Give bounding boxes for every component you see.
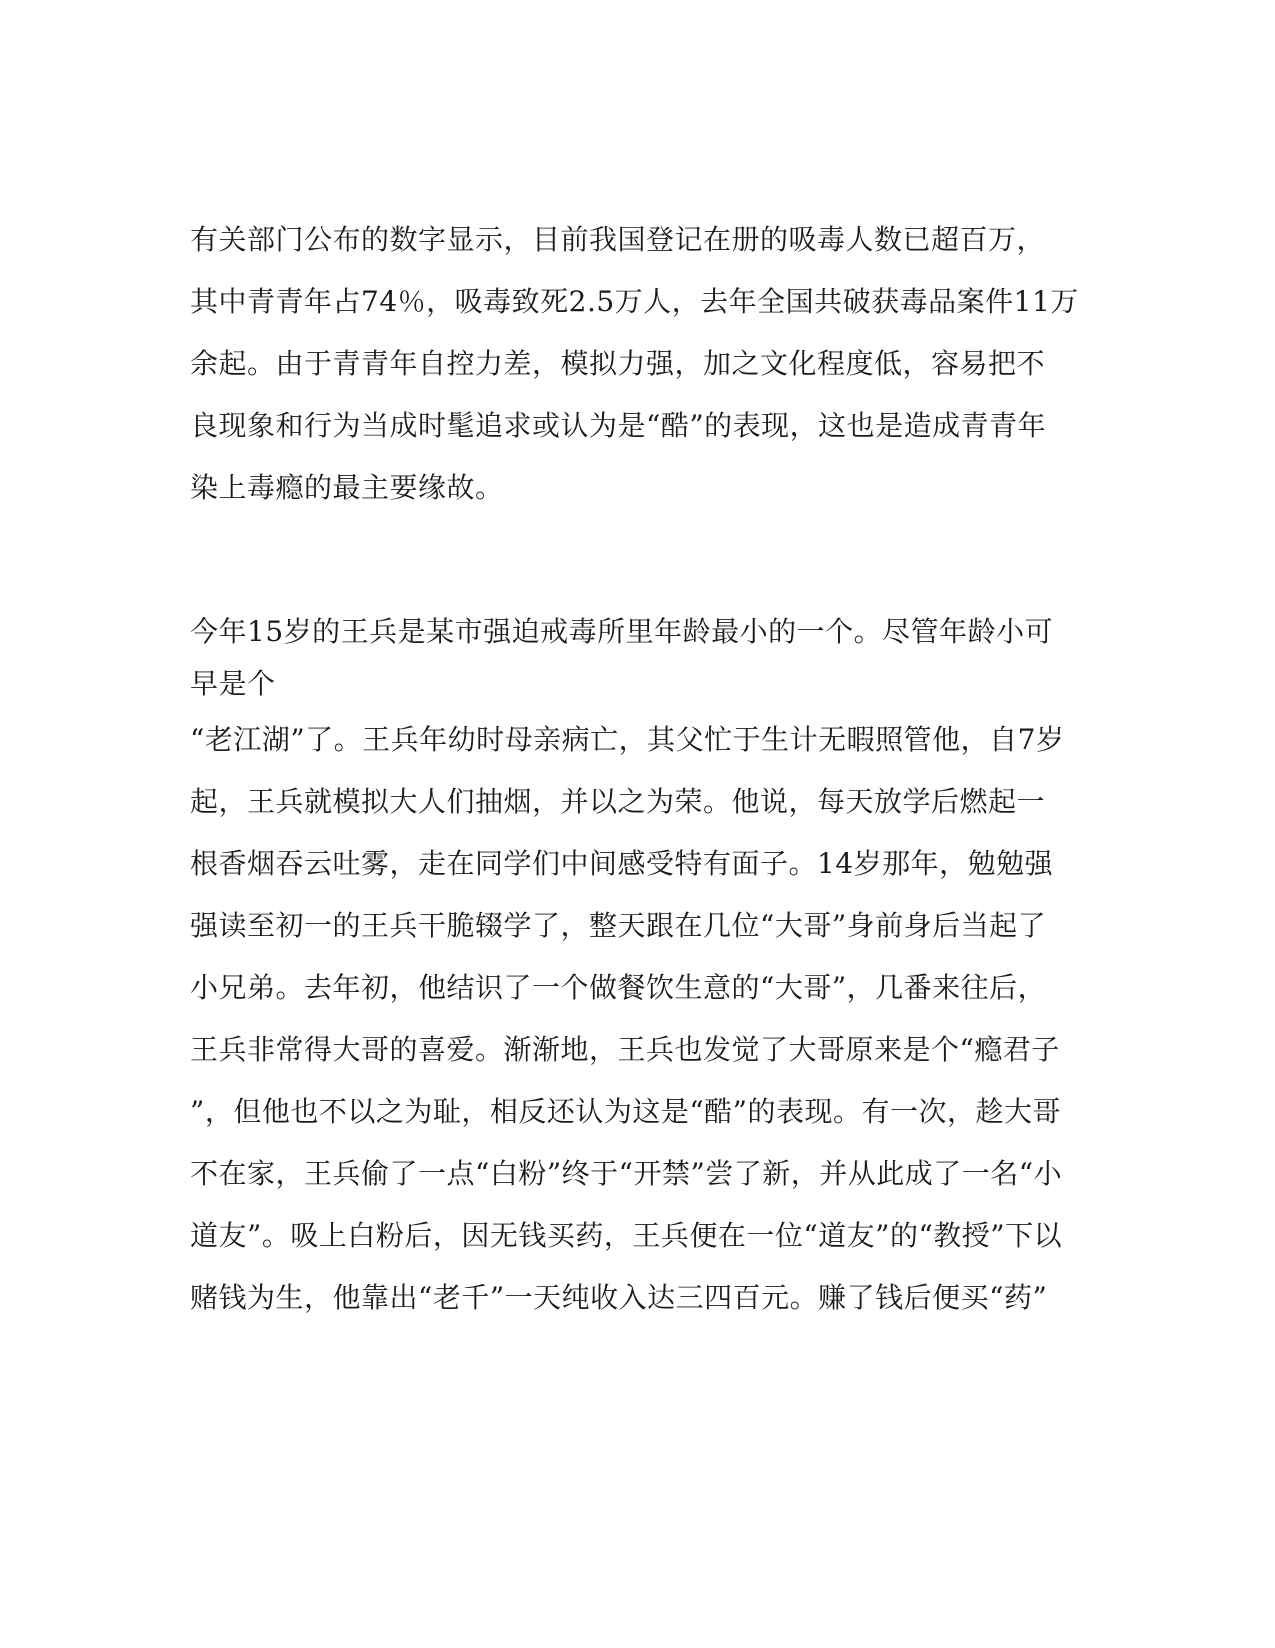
paragraph-2-line-1: 今年15岁的王兵是某市强迫戒毒所里年龄最小的一个。尽管年龄小可 <box>190 615 1054 648</box>
paragraph-2-line-8: 王兵非常得大哥的喜爱。渐渐地，王兵也发觉了大哥原来是个“瘾君子 <box>190 1033 1060 1066</box>
paragraph-1-line-3: 余起。由于青青年自控力差，模拟力强，加之文化程度低，容易把不 <box>190 347 1046 380</box>
paragraph-1-line-4: 良现象和行为当成时髦追求或认为是“酷”的表现，这也是造成青青年 <box>190 409 1047 442</box>
paragraph-2-line-5: 根香烟吞云吐雾，走在同学们中间感受特有面子。14岁那年，勉勉强 <box>190 847 1054 880</box>
paragraph-2-line-9: ”，但他也不以之为耻，相反还认为这是“酷”的表现。有一次，趁大哥 <box>190 1095 1061 1128</box>
paragraph-1-line-5: 染上毒瘾的最主要缘故。 <box>190 471 504 504</box>
paragraph-2-line-4: 起，王兵就模拟大人们抽烟，并以之为荣。他说，每天放学后燃起一 <box>190 785 1046 818</box>
paragraph-2-line-2: 早是个 <box>190 667 276 700</box>
paragraph-2-line-6: 强读至初一的王兵干脆辍学了，整天跟在几位“大哥”身前身后当起了 <box>190 909 1047 942</box>
paragraph-2-line-10: 不在家，王兵偷了一点“白粉”终于“开禁”尝了新，并从此成了一名“小 <box>190 1157 1063 1190</box>
paragraph-1-line-2: 其中青青年占74％，吸毒致死2.5万人，去年全国共破获毒品案件11万 <box>190 285 1079 318</box>
paragraph-2-line-7: 小兄弟。去年初，他结识了一个做餐饮生意的“大哥”，几番来往后， <box>190 971 1047 1004</box>
paragraph-2-line-3: “老江湖”了。王兵年幼时母亲病亡，其父忙于生计无暇照管他，自7岁 <box>190 723 1065 756</box>
paragraph-2-line-11: 道友”。吸上白粉后，因无钱买药，王兵便在一位“道友”的“教授”下以 <box>190 1219 1063 1252</box>
paragraph-2-line-12: 赌钱为生，他靠出“老千”一天纯收入达三四百元。赚了钱后便买“药” <box>190 1281 1048 1314</box>
paragraph-1-line-1: 有关部门公布的数字显示，目前我国登记在册的吸毒人数已超百万， <box>190 223 1046 256</box>
